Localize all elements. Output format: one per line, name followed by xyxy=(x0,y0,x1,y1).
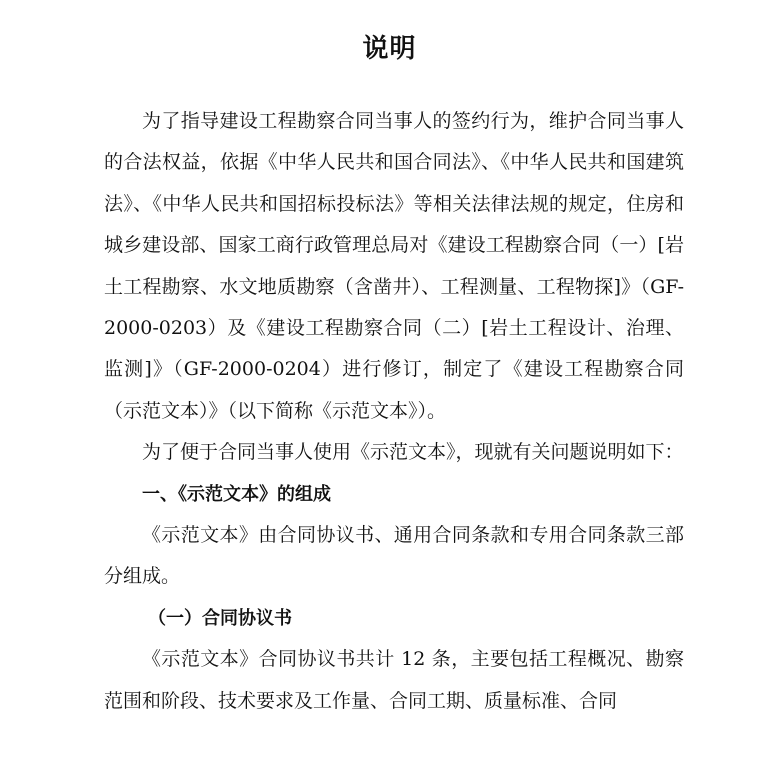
purpose-paragraph: 为了便于合同当事人使用《示范文本》，现就有关问题说明如下： xyxy=(142,441,684,464)
subsection-heading-agreement: （一）合同协议书 xyxy=(148,607,292,629)
composition-paragraph: 《示范文本》由合同协议书、通用合同条款和专用合同条款三部分组成。 xyxy=(104,524,684,588)
intro-paragraph: 为了指导建设工程勘察合同当事人的签约行为，维护合同当事人的合法权益，依据《中华人民共和国合同法》、《中华人民共和国建筑法》、《中华人民共和国招标投标法》等相关法律法规的规定，住房和城乡建设部、国家工商行政管理总局对《建设工程勘察合同（一）[岩土工程勘察、水文地质勘察（含凿井）、工程测量、工程物探]》（GF-2000-0203）及《建设工程勘察合同（二）[岩土工程设计、治理、监测]》（GF-2000-0204）进行修订，制定了《建设工程勘察合同（示范文本）》（以下简称《示范文本》）。 xyxy=(104,110,684,422)
page-title: 说明 xyxy=(362,34,417,64)
agreement-paragraph: 《示范文本》合同协议书共计 12 条，主要包括工程概况、勘察范围和阶段、技术要求及工作量、合同工期、质量标准、合同 xyxy=(104,648,684,712)
section-heading-composition: 一、《示范文本》的组成 xyxy=(142,483,331,505)
document-body xyxy=(104,101,684,722)
